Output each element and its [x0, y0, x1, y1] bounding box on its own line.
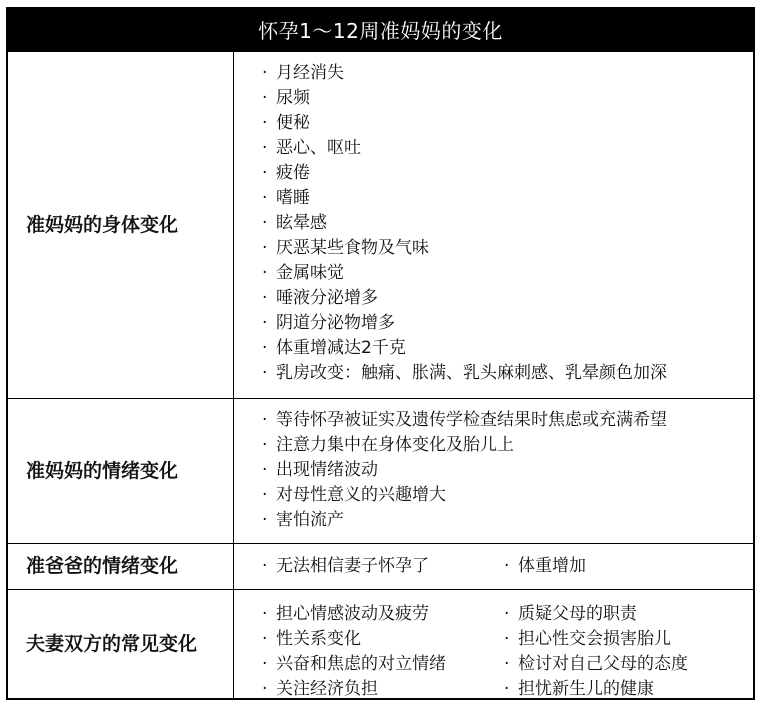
bullet-icon: ·	[262, 679, 268, 699]
bullet-icon: ·	[262, 485, 268, 505]
two-column-list	[262, 602, 753, 702]
right-column	[504, 554, 724, 579]
bullet-icon: ·	[262, 213, 268, 233]
list-item: · 检讨对自己父母的态度	[504, 652, 724, 677]
list-item: · 关注经济负担	[262, 677, 504, 702]
list-item: · 出现情绪波动	[262, 458, 753, 483]
bullet-icon: ·	[262, 435, 268, 455]
list-item: · 无法相信妻子怀孕了	[262, 554, 504, 579]
bullet-icon: ·	[262, 460, 268, 480]
table-row-body-changes	[8, 52, 753, 398]
bullet-icon: ·	[262, 288, 268, 308]
row-label: 准妈妈的身体变化	[8, 52, 234, 398]
list-item: · 担心性交会损害胎儿	[504, 627, 724, 652]
row-content	[234, 399, 753, 543]
list-item: · 便秘	[262, 111, 753, 136]
list-item: · 眩晕感	[262, 211, 753, 236]
bullet-icon: ·	[262, 556, 268, 576]
bullet-icon: ·	[504, 654, 510, 674]
bullet-icon: ·	[262, 604, 268, 624]
left-column	[262, 554, 504, 579]
bullet-icon: ·	[262, 654, 268, 674]
row-label: 准爸爸的情绪变化	[8, 544, 234, 589]
bullet-icon: ·	[262, 138, 268, 158]
bullet-icon: ·	[504, 556, 510, 576]
bullet-icon: ·	[262, 363, 268, 383]
list-item: · 厌恶某些食物及气味	[262, 236, 753, 261]
bullet-icon: ·	[262, 338, 268, 358]
list-item: · 恶心、呕吐	[262, 136, 753, 161]
bullet-icon: ·	[262, 629, 268, 649]
list-item: · 体重增减达2千克	[262, 336, 753, 361]
bullet-icon: ·	[262, 88, 268, 108]
list-item: · 性关系变化	[262, 627, 504, 652]
list-item: · 注意力集中在身体变化及胎儿上	[262, 433, 753, 458]
list-item: · 尿频	[262, 86, 753, 111]
table-row-couple-changes	[8, 589, 753, 699]
table-row-father-emotions	[8, 543, 753, 589]
bullet-icon: ·	[262, 113, 268, 133]
list-item: · 担心情感波动及疲劳	[262, 602, 504, 627]
list-item: · 等待怀孕被证实及遗传学检查结果时焦虑或充满希望	[262, 408, 753, 433]
row-label: 准妈妈的情绪变化	[8, 399, 234, 543]
list-item: · 乳房改变：触痛、胀满、乳头麻刺感、乳晕颜色加深	[262, 361, 753, 386]
list-item: · 金属味觉	[262, 261, 753, 286]
list-item: · 嗜睡	[262, 186, 753, 211]
bullet-icon: ·	[262, 188, 268, 208]
bullet-icon: ·	[504, 629, 510, 649]
list-item: · 唾液分泌增多	[262, 286, 753, 311]
bullet-icon: ·	[262, 313, 268, 333]
list-item: · 体重增加	[504, 554, 724, 579]
bullet-icon: ·	[262, 410, 268, 430]
row-content	[234, 544, 753, 589]
right-column	[504, 602, 724, 702]
list-item: · 月经消失	[262, 61, 753, 86]
list-item: · 担忧新生儿的健康	[504, 677, 724, 702]
list-item: · 质疑父母的职责	[504, 602, 724, 627]
row-content	[234, 52, 753, 398]
list-item: · 害怕流产	[262, 508, 753, 533]
table-title: 怀孕1～12周准妈妈的变化	[8, 9, 753, 52]
list-item: · 阴道分泌物增多	[262, 311, 753, 336]
row-label: 夫妻双方的常见变化	[8, 590, 234, 699]
bullet-icon: ·	[262, 263, 268, 283]
bullet-icon: ·	[262, 238, 268, 258]
bullet-icon: ·	[262, 163, 268, 183]
bullet-icon: ·	[504, 679, 510, 699]
list-item: · 对母性意义的兴趣增大	[262, 483, 753, 508]
row-content	[234, 590, 753, 699]
bullet-icon: ·	[504, 604, 510, 624]
list-item: · 疲倦	[262, 161, 753, 186]
left-column	[262, 602, 504, 702]
two-column-list	[262, 554, 753, 579]
bullet-icon: ·	[262, 63, 268, 83]
bullet-icon: ·	[262, 510, 268, 530]
list-item: · 兴奋和焦虑的对立情绪	[262, 652, 504, 677]
table-row-mother-emotions	[8, 398, 753, 543]
pregnancy-changes-table	[6, 7, 755, 700]
